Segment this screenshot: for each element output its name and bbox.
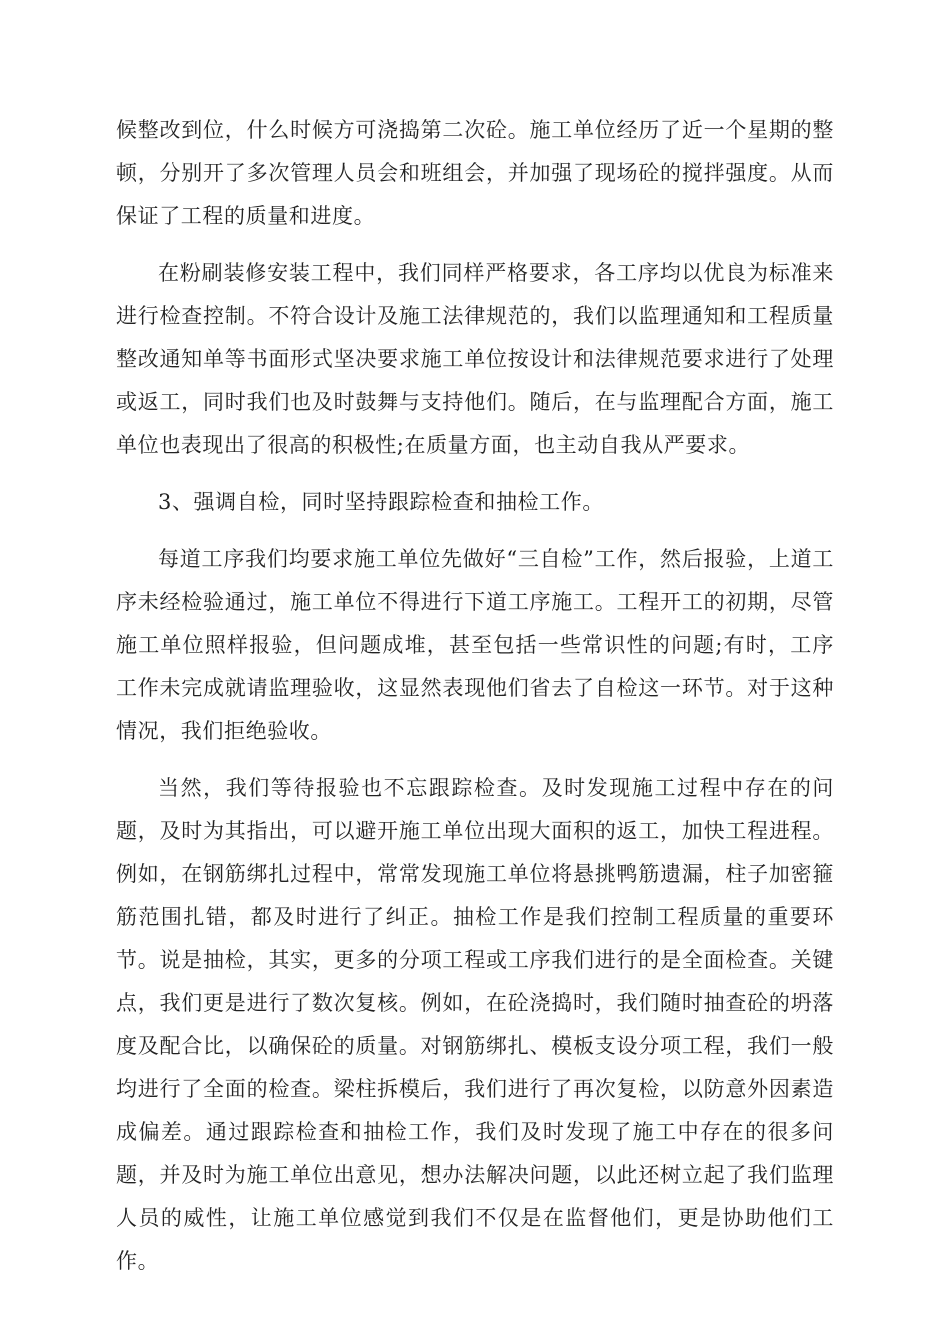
section-heading-self-inspection: 3、强调自检，同时坚持跟踪检查和抽检工作。: [158, 490, 604, 514]
paragraph-tracking-inspection: 当然，我们等待报验也不忘跟踪检查。及时发现施工过程中存在的问题，及时为其指出，可以避开施工单位出现大面积的返工，加快工程进程。例如，在钢筋绑扎过程中，常常发现施工单位将悬挑鸭筋遗漏，柱子加密箍筋范围扎错，都及时进行了纠正。抽检工作是我们控制工程质量的重要环节。说是抽检，其实，更多的分项工程或工序我们进行的是全面检查。关键点，我们更是进行了数次复核。例如，在砼浇捣时，我们随时抽查砼的坍落度及配合比，以确保砼的质量。对钢筋绑扎、模板支设分项工程，我们一般均进行了全面的检查。梁柱拆模后，我们进行了再次复检，以防意外因素造成偏差。通过跟踪检查和抽检工作，我们及时发现了施工中存在的很多问题，并及时为施工单位出意见，想办法解决问题，以此还树立起了我们监理人员的威性，让施工单位感觉到我们不仅是在监督他们，更是协助他们工作。: [116, 776, 834, 1273]
paragraph-continuation: 候整改到位，什么时候方可浇捣第二次砼。施工单位经历了近一个星期的整顿，分别开了多次管理人员会和班组会，并加强了现场砼的搅拌强度。从而保证了工程的质量和进度。: [116, 118, 834, 228]
document-body: [116, 109, 834, 1283]
paragraph-decoration-inspection: 在粉刷装修安装工程中，我们同样严格要求，各工序均以优良为标准来进行检查控制。不符合设计及施工法律规范的，我们以监理通知和工程质量整改通知单等书面形式坚决要求施工单位按设计和法律规范要求进行了处理或返工，同时我们也及时鼓舞与支持他们。随后，在与监理配合方面，施工单位也表现出了很高的积极性;在质量方面，也主动自我从严要求。: [116, 261, 834, 457]
paragraph-three-self-inspection: 每道工序我们均要求施工单位先做好“三自检”工作，然后报验，上道工序未经检验通过，施工单位不得进行下道工序施工。工程开工的初期，尽管施工单位照样报验，但问题成堆，甚至包括一些常识性的问题;有时，工序工作未完成就请监理验收，这显然表现他们省去了自检这一环节。对于这种情况，我们拒绝验收。: [116, 547, 834, 743]
